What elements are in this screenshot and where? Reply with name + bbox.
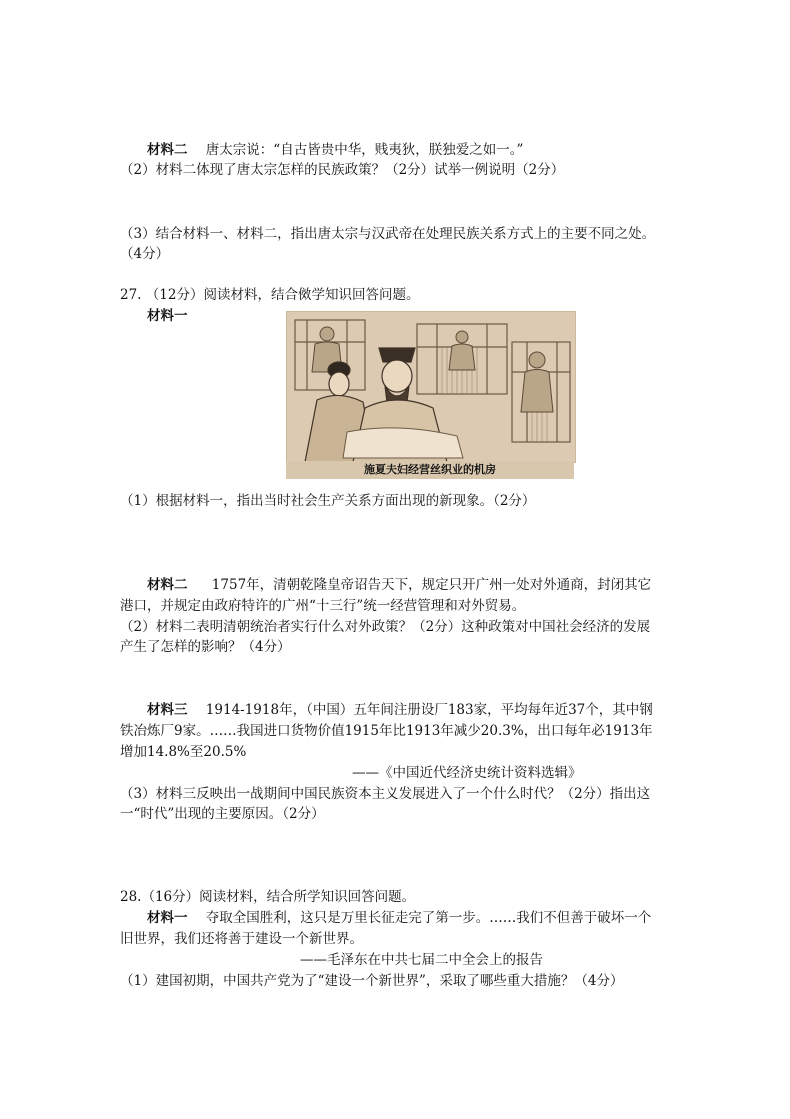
material-label: 材料三 (147, 702, 188, 718)
material-text: 夺取全国胜利，这只是万里长征走完了第一步。……我们不但善于破坏一个 (205, 910, 652, 926)
question-27-2-line1: （2）材料二表明清朝统治者实行什么对外政策？（2分）这种政策对中国社会经济的发展 (120, 619, 651, 635)
material-3-line1 (147, 700, 653, 720)
material-label: 材料二 (147, 577, 188, 593)
question-28-heading: 28.（16分）阅读材料，结合所学知识回答问题。 (120, 889, 416, 905)
material-1-line2: 旧世界，我们还将善于建设一个新世界。 (120, 931, 363, 947)
material-2-line2: 港口，并规定由政府特许的广州“十三行”统一经营管理和对外贸易。 (120, 598, 526, 614)
question-28-1: （1）建国初期，中国共产党为了“建设一个新世界”，采取了哪些重大措施？（4分） (120, 973, 624, 989)
material-text: 1914-1918年，（中国）五年间注册设厂183家，平均每年近37个，其中钢 (205, 702, 653, 718)
material-label: 材料一 (147, 910, 188, 926)
material-1-source: ——毛泽东在中共七届二中全会上的报告 (300, 952, 543, 968)
material-1-line1 (147, 908, 651, 928)
material-label: 材料一 (147, 308, 188, 324)
material-2-line (147, 140, 523, 160)
question-27-3-line2: 一“时代”出现的主要原因。（2分） (120, 806, 325, 822)
question-3-line2: （4分） (120, 246, 170, 262)
silk-workshop-illustration (286, 311, 576, 463)
material-label: 材料二 (147, 142, 188, 158)
material-3-line2: 铁冶炼厂9家。……我国进口货物价值1915年比1913年减少20.3%，出口每年必1913年 (120, 723, 653, 739)
question-3-line1: （3）结合材料一、材料二，指出唐太宗与汉武帝在处理民族关系方式上的主要不同之处。 (120, 226, 656, 242)
silk-workshop-drawing (287, 312, 575, 462)
illustration-caption: 施夏夫妇经营丝织业的机房 (286, 461, 574, 479)
question-27-heading: 27. （12分）阅读材料，结合傚学知识回答问题。 (120, 287, 420, 303)
question-27-3-line1: （3）材料三反映出一战期间中国民族资本主义发展进入了一个什么时代？（2分）指出这 (120, 786, 651, 802)
question-27-1: （1）根据材料一，指出当时社会生产关系方面出现的新现象。（2分） (120, 493, 536, 509)
material-3-source: ——《中国近代经济史统计资料选辑》 (352, 765, 582, 781)
question-27-2-line2: 产生了怎样的影响？（4分） (120, 639, 291, 655)
material-3-line3: 增加14.8%至20.5% (120, 744, 247, 760)
material-2-line1 (147, 575, 651, 595)
material-text: 唐太宗说：“自古皆贵中华，贱夷狄，朕独爱之如一。” (205, 142, 524, 158)
material-text: 1757年，清朝乾隆皇帝诏告天下，规定只开广州一处对外通商，封闭其它 (211, 577, 652, 593)
question-2-text: （2）材料二体现了唐太宗怎样的民族政策？（2分）试举一例说明（2分） (120, 162, 565, 178)
